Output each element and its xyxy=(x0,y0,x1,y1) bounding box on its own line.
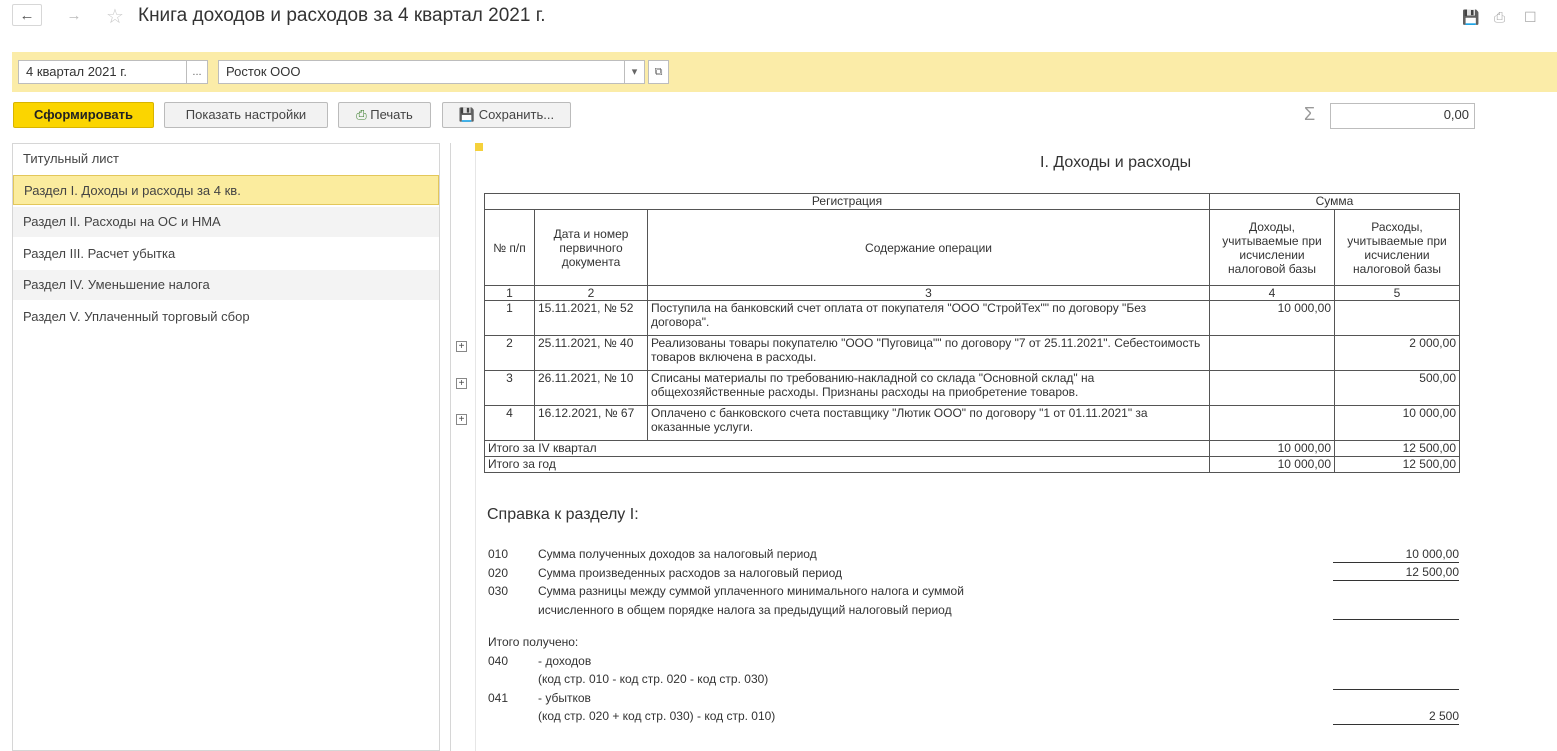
organization-field[interactable]: Росток ООО xyxy=(218,60,645,84)
expand-icon[interactable]: + xyxy=(456,414,467,425)
floppy-icon: 💾 xyxy=(458,107,476,122)
header-content: Содержание операции xyxy=(648,210,1210,286)
expand-icon[interactable]: + xyxy=(456,378,467,389)
nav-item-section-2[interactable]: Раздел II. Расходы на ОС и НМА xyxy=(13,207,439,237)
ref-value: 2 500 xyxy=(1333,709,1459,725)
arrow-right-icon: → xyxy=(66,7,82,24)
row-content: Поступила на банковский счет оплата от покупателя "ООО "СтройТех"" по договору "Без договора". xyxy=(648,301,1210,336)
row-doc: 15.11.2021, № 52 xyxy=(535,301,648,336)
window-title: Книга доходов и расходов за 4 квартал 2021 г. xyxy=(138,5,546,26)
col-number: 2 xyxy=(535,286,648,301)
row-num: 3 xyxy=(485,371,535,406)
period-field[interactable]: 4 квартал 2021 г. xyxy=(18,60,187,84)
row-num: 1 xyxy=(485,301,535,336)
open-icon[interactable]: ⧉ xyxy=(648,60,669,84)
ref-text: - убытков xyxy=(538,691,591,705)
reference-title: Справка к разделу I: xyxy=(487,506,639,523)
ref-code: 040 xyxy=(488,654,509,668)
nav-item-section-4[interactable]: Раздел IV. Уменьшение налога xyxy=(13,270,439,300)
income-expense-table xyxy=(484,193,1460,473)
row-doc: 26.11.2021, № 10 xyxy=(535,371,648,406)
row-income xyxy=(1210,336,1335,371)
table-row[interactable] xyxy=(485,406,1460,441)
nav-item-section-3[interactable]: Раздел III. Расчет убытка xyxy=(23,246,176,261)
printer-icon: ⎙ xyxy=(356,107,367,122)
ref-value: 10 000,00 xyxy=(1333,547,1459,563)
cell-marker xyxy=(475,143,483,151)
forward-button[interactable] xyxy=(59,4,89,26)
row-income: 10 000,00 xyxy=(1210,301,1335,336)
back-button[interactable] xyxy=(12,4,42,26)
save-label: Сохранить... xyxy=(478,107,555,122)
header-num: № п/п xyxy=(485,210,535,286)
save-icon[interactable]: 💾 xyxy=(1462,9,1480,25)
table-row[interactable] xyxy=(485,336,1460,371)
ref-total-label: Итого получено: xyxy=(488,635,579,649)
sum-icon: Σ xyxy=(1304,104,1316,124)
row-num: 2 xyxy=(485,336,535,371)
ref-text: - доходов xyxy=(538,654,592,668)
col-number: 4 xyxy=(1210,286,1335,301)
save-button[interactable] xyxy=(442,102,571,128)
row-income xyxy=(1210,371,1335,406)
section-title: I. Доходы и расходы xyxy=(1040,154,1192,171)
generate-button[interactable]: Сформировать xyxy=(13,102,154,128)
ref-value: 12 500,00 xyxy=(1333,565,1459,581)
col-number: 3 xyxy=(648,286,1210,301)
ref-text: (код стр. 020 + код стр. 030) - код стр. 010) xyxy=(538,709,776,723)
print-label: Печать xyxy=(370,107,413,122)
ref-text: Сумма произведенных расходов за налоговый период xyxy=(538,566,843,580)
nav-item-section-1[interactable]: Раздел I. Доходы и расходы за 4 кв. xyxy=(13,175,439,205)
row-expense xyxy=(1335,301,1460,336)
total-label: Итого за год xyxy=(485,457,1210,473)
row-doc: 25.11.2021, № 40 xyxy=(535,336,648,371)
ref-text: Сумма полученных доходов за налоговый период xyxy=(538,547,817,561)
report-gutter xyxy=(450,143,476,751)
dropdown-arrow-icon[interactable]: ▾ xyxy=(624,60,645,84)
row-doc: 16.12.2021, № 67 xyxy=(535,406,648,441)
total-label: Итого за IV квартал xyxy=(485,441,1210,457)
total-row xyxy=(485,457,1460,473)
row-content: Реализованы товары покупателю "ООО "Пуговица"" по договору "7 от 25.11.2021". Себестоимость товаров включена в расходы. xyxy=(648,336,1210,371)
preview-icon[interactable]: ☐ xyxy=(1524,9,1537,25)
nav-item-title-page[interactable]: Титульный лист xyxy=(23,151,120,166)
total-income: 10 000,00 xyxy=(1210,441,1335,457)
ref-value xyxy=(1333,674,1459,690)
row-income xyxy=(1210,406,1335,441)
col-number: 5 xyxy=(1335,286,1460,301)
header-registration: Регистрация xyxy=(485,194,1210,210)
print-button[interactable] xyxy=(338,102,431,128)
ref-text: Сумма разницы между суммой уплаченного минимального налога и суммой xyxy=(538,584,964,598)
row-expense: 500,00 xyxy=(1335,371,1460,406)
period-select-button[interactable]: ... xyxy=(186,60,208,84)
total-row xyxy=(485,441,1460,457)
ref-text: исчисленного в общем порядке налога за предыдущий налоговый период xyxy=(538,603,952,617)
ref-code: 010 xyxy=(488,547,509,561)
table-row[interactable] xyxy=(485,371,1460,406)
total-expense: 12 500,00 xyxy=(1335,457,1460,473)
ref-code: 030 xyxy=(488,584,509,598)
star-icon[interactable]: ☆ xyxy=(106,6,124,28)
header-date-doc: Дата и номер первичного документа xyxy=(535,210,648,286)
total-income: 10 000,00 xyxy=(1210,457,1335,473)
section-list xyxy=(12,143,440,751)
header-expense: Расходы, учитываемые при исчислении налоговой базы xyxy=(1335,210,1460,286)
col-number: 1 xyxy=(485,286,535,301)
arrow-left-icon: ← xyxy=(19,7,35,24)
show-settings-button[interactable]: Показать настройки xyxy=(164,102,328,128)
header-amount: Сумма xyxy=(1210,194,1460,210)
ref-text: (код стр. 010 - код стр. 020 - код стр. 030) xyxy=(538,672,769,686)
ref-code: 020 xyxy=(488,566,509,580)
total-expense: 12 500,00 xyxy=(1335,441,1460,457)
sum-field[interactable]: 0,00 xyxy=(1330,103,1475,129)
table-row[interactable] xyxy=(485,301,1460,336)
row-expense: 2 000,00 xyxy=(1335,336,1460,371)
row-num: 4 xyxy=(485,406,535,441)
print-icon[interactable]: ⎙ xyxy=(1494,9,1506,25)
row-content: Оплачено с банковского счета поставщику "Лютик ООО" по договору "1 от 01.11.2021" за оказанные услуги. xyxy=(648,406,1210,441)
ref-code: 041 xyxy=(488,691,509,705)
row-expense: 10 000,00 xyxy=(1335,406,1460,441)
header-income: Доходы, учитываемые при исчислении налоговой базы xyxy=(1210,210,1335,286)
ref-value xyxy=(1333,604,1459,620)
expand-icon[interactable]: + xyxy=(456,341,467,352)
row-content: Списаны материалы по требованию-накладной со склада "Основной склад" на общехозяйственные расходы. Признаны расходы на приобретение товаров. xyxy=(648,371,1210,406)
nav-item-section-5[interactable]: Раздел V. Уплаченный торговый сбор xyxy=(23,309,250,324)
